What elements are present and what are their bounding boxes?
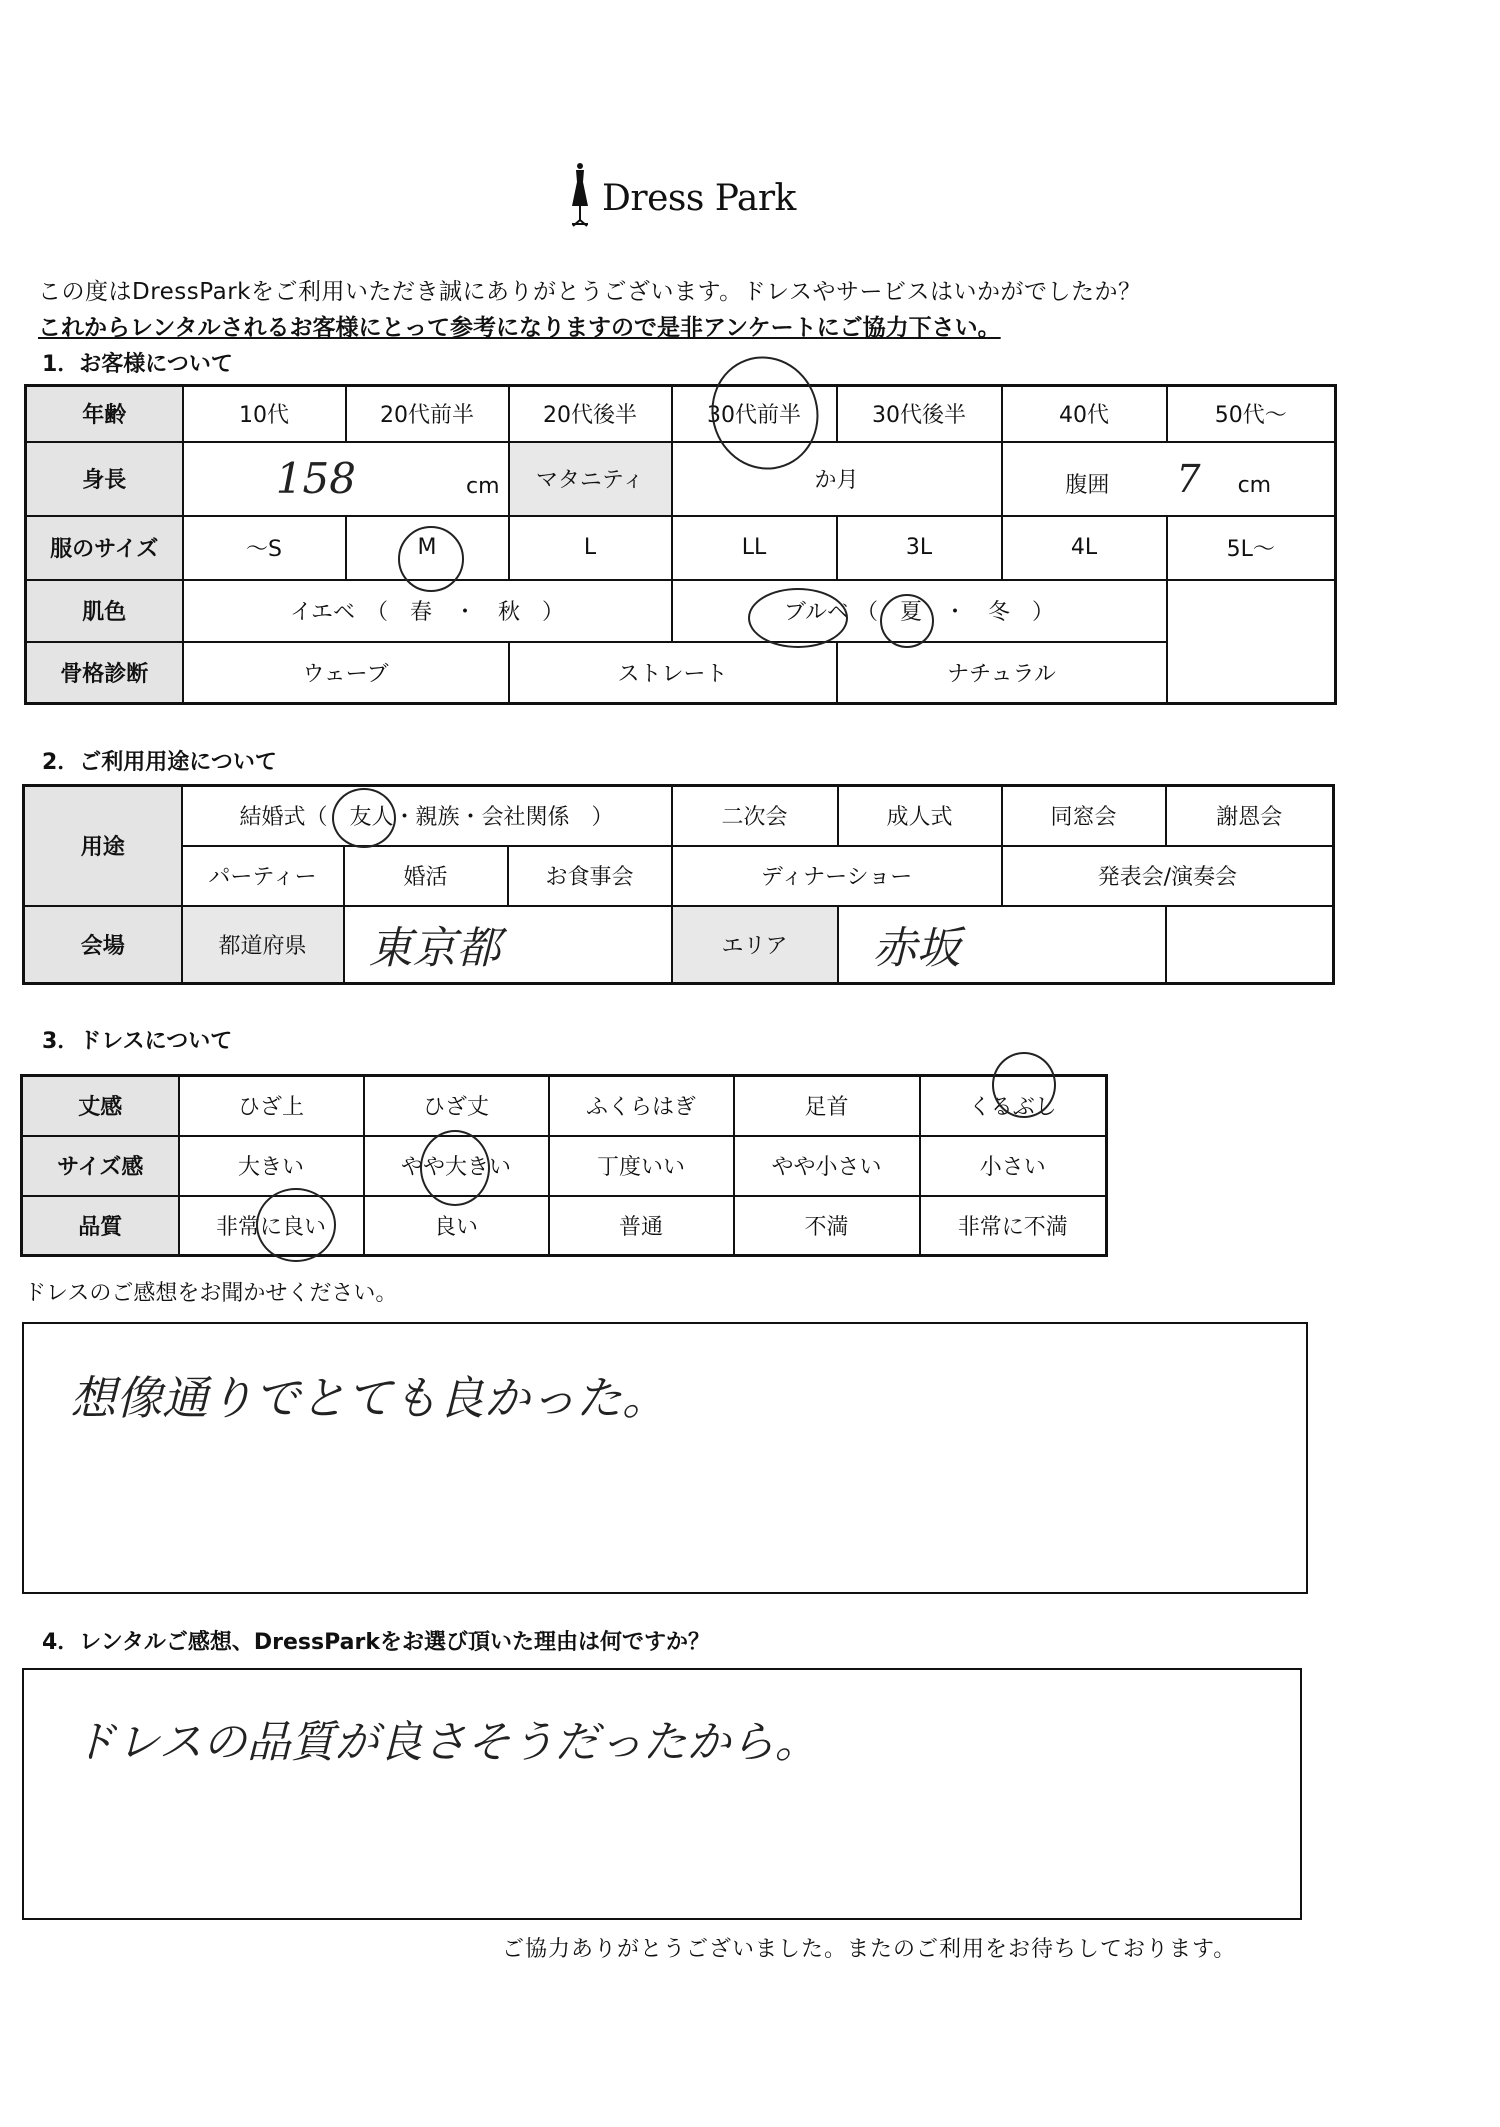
quality-option-selected[interactable]: 非常に良い [179, 1196, 364, 1256]
prefecture-value: 東京都 [368, 923, 501, 975]
age-option[interactable]: 30代後半 [837, 386, 1002, 442]
length-label: 丈感 [22, 1076, 179, 1136]
customer-table [24, 384, 1337, 705]
frame-option[interactable]: ナチュラル [837, 642, 1167, 704]
dress-comment-box[interactable] [22, 1322, 1308, 1594]
intro-line-2: これからレンタルされるお客様にとって参考になりますので是非アンケートにご協力下さい。 [38, 315, 1001, 341]
dress-comment-prompt: ドレスのご感想をお聞かせください。 [24, 1281, 398, 1306]
empty-cell [1167, 580, 1336, 642]
purpose-option[interactable]: 発表会/演奏会 [1002, 846, 1334, 906]
skin-label: 肌色 [26, 580, 183, 642]
maternity-unit: か月 [814, 468, 859, 493]
age-option[interactable]: 20代前半 [346, 386, 509, 442]
height-unit: cm [465, 474, 500, 499]
section-1-title: 1．お客様について [42, 352, 233, 377]
age-label: 年齢 [26, 386, 183, 442]
area-field[interactable] [838, 906, 1166, 984]
purpose-option[interactable]: 二次会 [672, 786, 838, 846]
waist-label: 腹囲 [1065, 472, 1110, 498]
age-option[interactable]: 20代後半 [509, 386, 672, 442]
skin-yellow-option[interactable]: イエベ （ 春 ・ 秋 ） [183, 580, 672, 642]
quality-option[interactable]: 普通 [549, 1196, 734, 1256]
fit-option-selected[interactable]: やや大きい [364, 1136, 549, 1196]
empty-cell [1167, 642, 1336, 704]
age-option[interactable]: 40代 [1002, 386, 1167, 442]
empty-cell [1166, 906, 1334, 984]
section-2-title: 2．ご利用用途について [42, 750, 277, 775]
fit-option[interactable]: 大きい [179, 1136, 364, 1196]
prefecture-label: 都道府県 [182, 906, 344, 984]
section-4-title: 4．レンタルご感想、DressParkをお選び頂いた理由は何ですか？ [42, 1630, 710, 1655]
dress-form-icon [560, 160, 600, 230]
size-option[interactable]: ～S [183, 516, 346, 580]
dress-table [20, 1074, 1108, 1257]
closing-message: ご協力ありがとうございました。またのご利用をお待ちしております。 [502, 1937, 1237, 1962]
frame-option[interactable]: ストレート [509, 642, 837, 704]
dress-comment-text: 想像通りでとても良かった。 [70, 1371, 668, 1425]
prefecture-field[interactable] [344, 906, 672, 984]
purpose-table [22, 784, 1335, 985]
height-label: 身長 [26, 442, 183, 516]
maternity-cell[interactable] [672, 442, 1002, 516]
size-option[interactable]: L [509, 516, 672, 580]
size-label: 服のサイズ [26, 516, 183, 580]
age-option-selected[interactable]: 30代前半 [672, 386, 837, 442]
reason-answer-text: ドレスの品質が良さそうだったから。 [72, 1717, 819, 1768]
size-option-selected[interactable]: M [346, 516, 509, 580]
fit-option[interactable]: 丁度いい [549, 1136, 734, 1196]
quality-option[interactable]: 非常に不満 [920, 1196, 1107, 1256]
reason-answer-box[interactable] [22, 1668, 1302, 1920]
purpose-option[interactable]: パーティー [182, 846, 344, 906]
skin-blue-prefix: ブルベ [783, 600, 850, 625]
waist-value: 7 [1176, 456, 1201, 501]
quality-option[interactable]: 不満 [734, 1196, 920, 1256]
dresspark-logo [560, 160, 800, 230]
age-option[interactable]: 10代 [183, 386, 346, 442]
venue-label: 会場 [24, 906, 182, 984]
quality-option[interactable]: 良い [364, 1196, 549, 1256]
length-option[interactable]: ひざ上 [179, 1076, 364, 1136]
maternity-label: マタニティ [509, 442, 672, 516]
section-3-title: 3．ドレスについて [42, 1029, 233, 1054]
purpose-option[interactable]: 婚活 [344, 846, 508, 906]
length-option-selected[interactable]: くるぶし [920, 1076, 1107, 1136]
height-value: 158 [275, 454, 356, 503]
purpose-option[interactable]: 同窓会 [1002, 786, 1166, 846]
waist-cell[interactable] [1002, 442, 1336, 516]
frame-label: 骨格診断 [26, 642, 183, 704]
purpose-option[interactable]: 成人式 [838, 786, 1002, 846]
height-cell[interactable] [183, 442, 509, 516]
purpose-label: 用途 [24, 786, 182, 906]
purpose-option[interactable]: ディナーショー [672, 846, 1002, 906]
skin-blue-option[interactable] [672, 580, 1167, 642]
area-value: 赤坂 [872, 923, 961, 975]
brand-name: Dress Park [602, 178, 796, 219]
frame-option[interactable]: ウェーブ [183, 642, 509, 704]
quality-label: 品質 [22, 1196, 179, 1256]
purpose-option[interactable]: お食事会 [508, 846, 672, 906]
length-option[interactable]: ひざ丈 [364, 1076, 549, 1136]
waist-unit: cm [1237, 472, 1272, 498]
age-option[interactable]: 50代～ [1167, 386, 1336, 442]
intro-line-1: この度はDressParkをご利用いただき誠にありがとうございます。ドレスやサービスはいかがでしたか？ [38, 279, 1142, 305]
size-option[interactable]: 5L～ [1167, 516, 1336, 580]
size-option[interactable]: 4L [1002, 516, 1167, 580]
wedding-option[interactable]: 結婚式（ 友人・親族・会社関係 ） [182, 786, 672, 846]
fit-option[interactable]: やや小さい [734, 1136, 920, 1196]
area-label: エリア [672, 906, 838, 984]
fit-option[interactable]: 小さい [920, 1136, 1107, 1196]
skin-blue-seasons: （ 夏 ・ 冬 ） [856, 600, 1055, 625]
purpose-option[interactable]: 謝恩会 [1166, 786, 1334, 846]
length-option[interactable]: ふくらはぎ [549, 1076, 734, 1136]
size-option[interactable]: LL [672, 516, 837, 580]
length-option[interactable]: 足首 [734, 1076, 920, 1136]
size-option[interactable]: 3L [837, 516, 1002, 580]
fit-label: サイズ感 [22, 1136, 179, 1196]
